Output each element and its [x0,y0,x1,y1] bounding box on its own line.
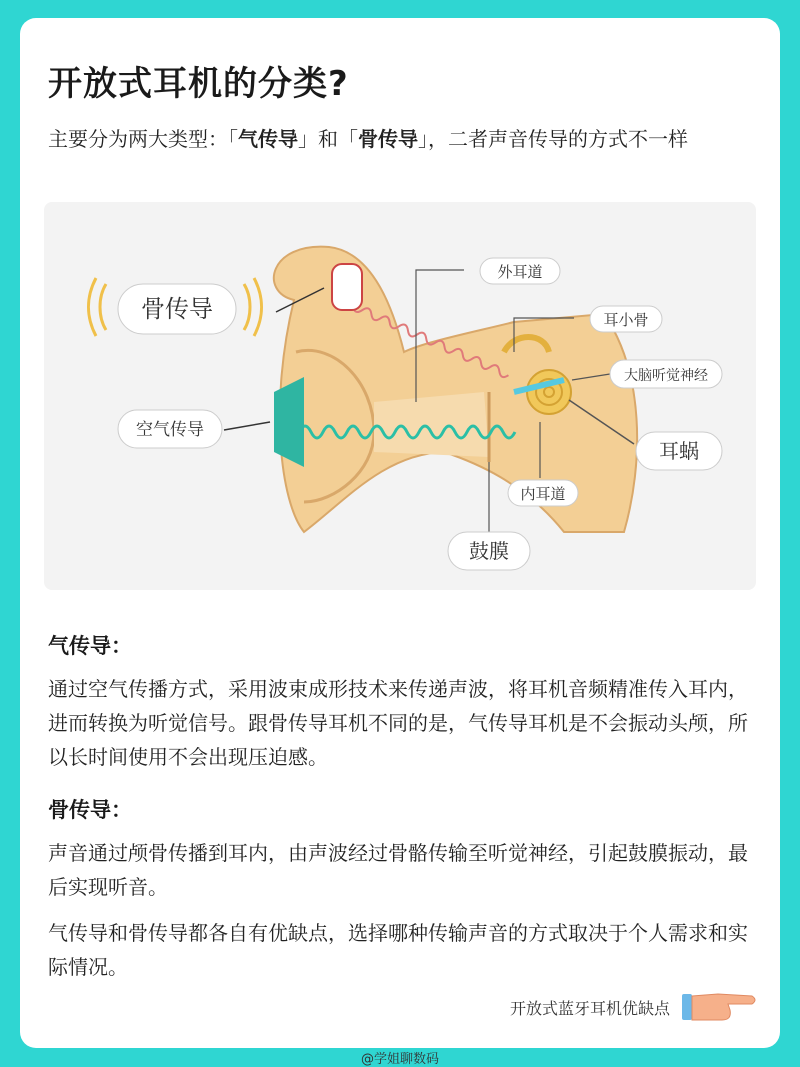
section-heading-air: 气传导： [48,634,132,658]
air-label: 空气传导 [136,420,204,440]
bone-headphone-icon [332,264,362,310]
intro-prefix: 主要分为两大类型：「 [48,127,238,151]
related-article-link[interactable]: 开放式蓝牙耳机优缺点 [509,999,670,1018]
section-text-air: 通过空气传播方式，采用波束成形技术来传递声波，将耳机音频精准传入耳内，进而转换为听觉信号。跟骨传导耳机不同的是，气传导耳机是不会振动头颅，所以长时间使用不会出现压迫感。 [48,677,748,769]
conclusion-text: 气传导和骨传导都各自有优缺点，选择哪种传输声音的方式取决于个人需求和实际情况。 [48,921,748,979]
section-heading-bone: 骨传导： [48,798,132,822]
intro-suffix: 」，二者声音传导的方式不一样 [418,127,688,151]
ossicles-label: 耳小骨 [603,311,649,329]
inner-canal-label: 内耳道 [520,485,566,503]
watermark: @学姐聊数码 [360,1052,439,1067]
ear-shape [274,247,637,532]
eardrum-label: 鼓膜 [469,539,509,563]
intro-mid: 」和「 [298,127,358,151]
cochlea-label: 耳蜗 [659,439,699,463]
intro-type-bone: 骨传导 [358,127,418,151]
air-speaker-icon [274,377,304,467]
intro-text [48,122,758,156]
ear-diagram [44,202,756,590]
outer-canal-label: 外耳道 [497,263,543,281]
cochlea-shape [527,370,571,414]
outer-canal-shape [374,392,489,457]
auditory-nerve-label: 大脑听觉神经 [624,368,708,384]
pointing-hand-icon [678,980,758,1030]
ear-diagram-svg [44,202,756,590]
section-text-bone: 声音通过颅骨传播到耳内，由声波经过骨骼传输至听觉神经，引起鼓膜振动，最后实现听音。 [48,841,748,899]
bone-label: 骨传导 [141,295,213,323]
intro-type-air: 气传导 [238,127,298,151]
content-card [20,18,780,1048]
page-title: 开放式耳机的分类? [48,64,349,104]
